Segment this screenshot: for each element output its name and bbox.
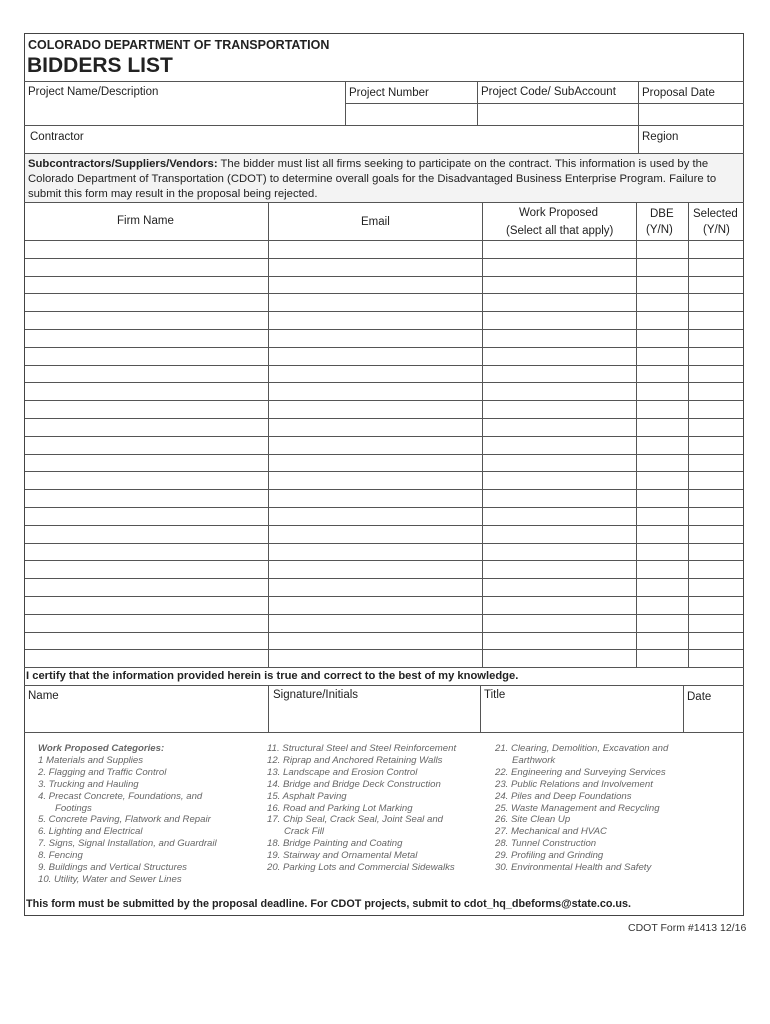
category-item: 9. Buildings and Vertical Structures xyxy=(38,862,187,874)
category-item: 11. Structural Steel and Steel Reinforcement xyxy=(267,743,457,754)
category-item: 14. Bridge and Bridge Deck Construction xyxy=(267,778,441,790)
categories-column-3 xyxy=(495,743,668,874)
category-item: 3. Trucking and Hauling xyxy=(38,778,139,790)
proposal-date-field[interactable]: Proposal Date xyxy=(642,87,715,99)
divider xyxy=(24,125,744,126)
contractor-field[interactable]: Contractor xyxy=(30,131,84,143)
category-item: 6. Lighting and Electrical xyxy=(38,826,143,838)
column-divider xyxy=(482,202,483,667)
email-header: Email xyxy=(361,216,390,228)
column-divider xyxy=(636,202,637,667)
category-item: 4. Precast Concrete, Foundations, and xyxy=(38,790,203,802)
firm-name-header: Firm Name xyxy=(117,215,174,227)
name-field[interactable]: Name xyxy=(28,690,59,702)
category-item: 19. Stairway and Ornamental Metal xyxy=(267,850,418,862)
category-item: Crack Fill xyxy=(284,826,324,838)
work-proposed-header: Work Proposed xyxy=(519,207,599,219)
instructions-body: The bidder must list all firms seeking to participate on the contract. This information is used by the Colorado Department of Transportation (CDOT) to determine overall goals for the Disadvantaged Business Enterprise Program. Failure to submit this form may result in the proposal being rejected. xyxy=(28,158,717,200)
divider xyxy=(683,685,684,732)
form-title: BIDDERS LIST xyxy=(27,54,173,77)
category-item: 5. Concrete Paving, Flatwork and Repair xyxy=(38,814,211,826)
signature-field[interactable]: Signature/Initials xyxy=(273,689,359,701)
divider xyxy=(24,667,744,668)
category-item: 27. Mechanical and HVAC xyxy=(495,826,607,838)
category-item: 7. Signs, Signal Installation, and Guardrail xyxy=(38,838,217,850)
dbe-subheader: (Y/N) xyxy=(646,224,673,236)
title-field[interactable]: Title xyxy=(484,689,506,701)
divider xyxy=(24,81,744,82)
selected-header: Selected xyxy=(693,208,738,220)
certification-statement: I certify that the information provided herein is true and correct to the best of my knowledge. xyxy=(26,670,519,682)
divider xyxy=(345,103,744,104)
region-field[interactable]: Region xyxy=(642,131,679,143)
department-name: COLORADO DEPARTMENT OF TRANSPORTATION xyxy=(28,38,330,52)
categories-column-2 xyxy=(267,743,456,874)
category-item: 1 Materials and Supplies xyxy=(38,754,144,766)
project-number-field[interactable]: Project Number xyxy=(349,87,429,99)
divider xyxy=(480,685,481,732)
category-item: 25. Waste Management and Recycling xyxy=(495,802,660,814)
dbe-header: DBE xyxy=(650,208,674,220)
instructions-text xyxy=(28,157,740,202)
divider xyxy=(268,685,269,732)
category-item: Footings xyxy=(55,802,92,814)
category-item: 28. Tunnel Construction xyxy=(495,838,597,850)
form-number: CDOT Form #1413 12/16 xyxy=(628,922,747,934)
category-item: Earthwork xyxy=(512,754,556,766)
category-item: 20. Parking Lots and Commercial Sidewalks xyxy=(267,862,455,874)
category-item: 21. Clearing, Demolition, Excavation and xyxy=(495,743,669,754)
project-name-field[interactable]: Project Name/Description xyxy=(28,86,159,98)
category-item: 24. Piles and Deep Foundations xyxy=(495,790,632,802)
category-item: 10. Utility, Water and Sewer Lines xyxy=(38,873,182,885)
categories-column-1 xyxy=(38,743,217,886)
categories-heading: Work Proposed Categories: xyxy=(38,743,165,754)
category-item: 30. Environmental Health and Safety xyxy=(495,862,652,874)
category-item: 12. Riprap and Anchored Retaining Walls xyxy=(267,754,443,766)
category-item: 17. Chip Seal, Crack Seal, Joint Seal and xyxy=(267,814,443,826)
work-proposed-subheader: (Select all that apply) xyxy=(506,225,614,237)
category-item: 2. Flagging and Traffic Control xyxy=(38,766,167,778)
selected-subheader: (Y/N) xyxy=(703,224,730,236)
category-item: 22. Engineering and Surveying Services xyxy=(495,766,666,778)
column-divider xyxy=(268,202,269,667)
divider xyxy=(638,125,639,153)
category-item: 16. Road and Parking Lot Marking xyxy=(267,802,413,814)
column-divider xyxy=(688,202,689,667)
date-field[interactable]: Date xyxy=(687,691,712,703)
category-item: 15. Asphalt Paving xyxy=(267,790,347,802)
project-code-field[interactable]: Project Code/ SubAccount xyxy=(481,86,616,98)
category-item: 18. Bridge Painting and Coating xyxy=(267,838,403,850)
instructions-heading: Subcontractors/Suppliers/Vendors: xyxy=(28,158,218,170)
category-item: 23. Public Relations and Involvement xyxy=(495,778,653,790)
category-item: 13. Landscape and Erosion Control xyxy=(267,766,418,778)
category-item: 26. Site Clean Up xyxy=(495,814,571,826)
divider xyxy=(24,732,744,733)
submission-note: This form must be submitted by the proposal deadline. For CDOT projects, submit to cdot_hq_dbeforms@state.co.us. xyxy=(26,898,632,910)
category-item: 29. Profiling and Grinding xyxy=(495,850,604,862)
divider xyxy=(24,685,744,686)
category-item: 8. Fencing xyxy=(38,850,83,862)
